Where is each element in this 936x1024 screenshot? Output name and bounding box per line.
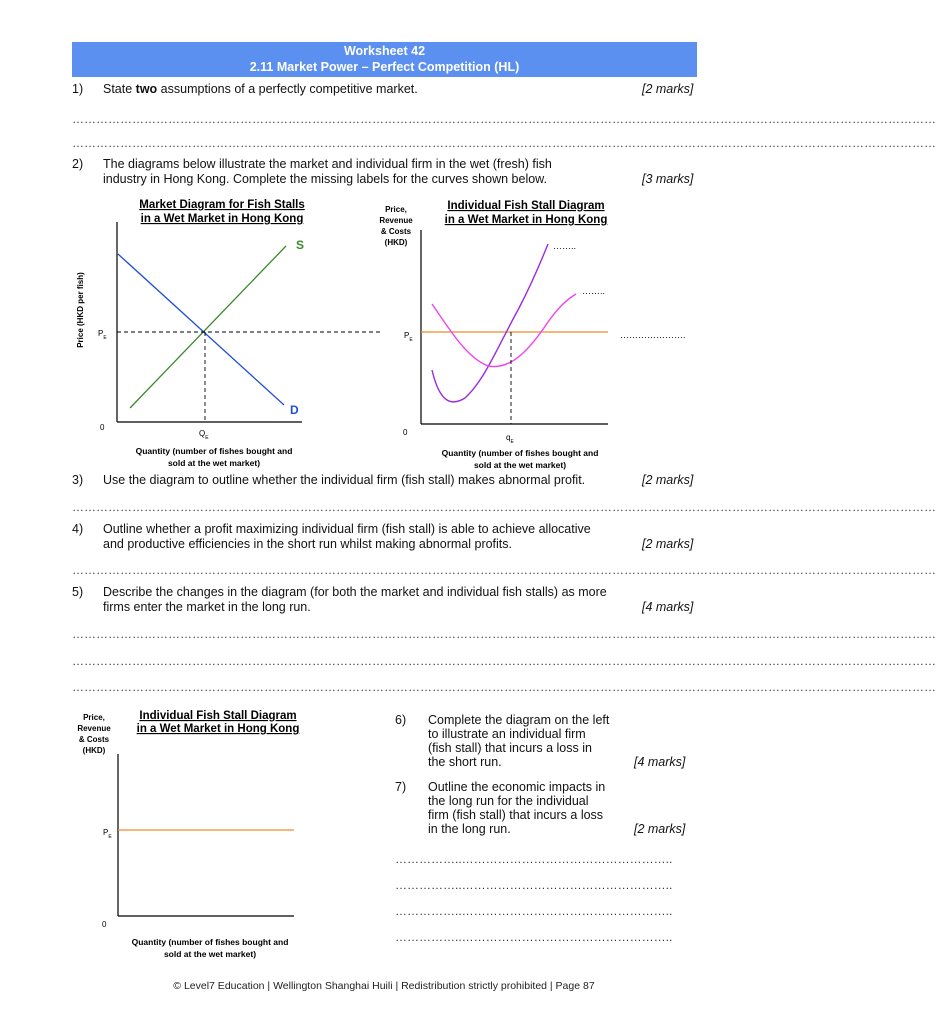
q5-line-2: firms enter the market in the long run. (103, 600, 311, 614)
firm-origin-label: 0 (403, 428, 408, 437)
blank-x-label-2: sold at the wet market) (163, 949, 257, 959)
firm-mc-label[interactable]: …….. (553, 241, 577, 251)
q6-line: to illustrate an individual firm (428, 727, 586, 741)
q6-text (428, 713, 616, 769)
q2-number: 2) (72, 157, 84, 171)
market-diagram-y-label: Price (HKD per fish) (76, 272, 85, 348)
q3-text: Use the diagram to outline whether the individual firm (fish stall) makes abnormal profit. (103, 473, 586, 487)
market-origin-label: 0 (100, 423, 105, 432)
q7-line: Outline the economic impacts in (428, 780, 606, 794)
worksheet-title: Worksheet 42 (343, 44, 426, 58)
q3-marks: [2 marks] (642, 473, 694, 487)
demand-curve (118, 254, 284, 405)
blank-y-label-2: Revenue (77, 724, 111, 733)
q7-answer-line-2[interactable]: ……………..…………………………………………….. (395, 878, 673, 892)
q4-line-2: and productive efficiencies in the short run whilst making abnormal profits. (103, 537, 513, 551)
q7-number: 7) (395, 780, 407, 794)
worksheet-header (72, 42, 697, 77)
market-x-label-2: sold at the wet market) (167, 458, 261, 468)
blank-diagram-title-1: Individual Fish Stall Diagram (139, 710, 297, 722)
q5-answer-line-1[interactable]: ……………………………………………………………………………………………………………………………………………………………………………………………… (72, 627, 936, 641)
demand-label: D (290, 403, 299, 417)
q5-number: 5) (72, 585, 84, 599)
q6-marks: [4 marks] (634, 755, 686, 769)
q1-number: 1) (72, 82, 84, 96)
market-diagram (72, 192, 392, 472)
q7-text (428, 780, 616, 836)
firm-qe-label: $q_E$ (506, 433, 514, 445)
blank-x-label-1: Quantity (number of fishes bought and (131, 937, 289, 947)
firm-y-label-1: Price, (385, 205, 407, 214)
q4-marks: [2 marks] (642, 537, 694, 551)
q5-answer-line-3[interactable]: ……………………………………………………………………………………………………………………………………………………………………………………………… (72, 680, 936, 694)
q1-answer-line-2[interactable]: ……………………………………………………………………………………………………………………………………………………………………………………………… (72, 136, 936, 150)
q1-text (103, 82, 418, 97)
q3-number: 3) (72, 473, 84, 487)
firm-mc-curve (432, 244, 548, 402)
firm-x-label-1: Quantity (number of fishes bought and (441, 448, 599, 458)
q6-line: (fish stall) that incurs a loss in (428, 741, 592, 755)
q7-line: in the long run. (428, 822, 511, 836)
q5-answer-line-2[interactable]: ……………………………………………………………………………………………………………………………………………………………………………………………… (72, 654, 936, 668)
supply-label: S (296, 238, 305, 252)
blank-firm-diagram[interactable] (72, 704, 372, 964)
q5-line-1: Describe the changes in the diagram (for both the market and individual fish stalls) as more (103, 585, 607, 599)
q1-marks: [2 marks] (642, 82, 694, 96)
q4-number: 4) (72, 522, 84, 536)
blank-y-label-3: & Costs (78, 735, 110, 744)
q7-line: the long run for the individual (428, 794, 589, 808)
q2-line-1: The diagrams below illustrate the market and individual firm in the wet (fresh) fish (103, 157, 552, 171)
blank-pe-label: $P_E$ (103, 828, 112, 840)
firm-diagram-title-2: in a Wet Market in Hong Kong (444, 214, 608, 226)
q1-answer-line-1[interactable]: ……………………………………………………………………………………………………………………………………………………………………………………………… (72, 112, 936, 126)
firm-pe-label: $P_E$ (404, 331, 413, 343)
market-diagram-title-2: in a Wet Market in Hong Kong (140, 213, 304, 225)
firm-diagram (370, 192, 700, 472)
blank-origin-label: 0 (102, 920, 107, 929)
q7-marks: [2 marks] (634, 822, 686, 836)
q7-answer-line-3[interactable]: ……………..…………………………………………….. (395, 904, 673, 918)
q1-text-pre: State (103, 82, 136, 96)
page-footer: © Level7 Education | Wellington Shanghai Huili | Redistribution strictly prohibited | Page 87 (173, 980, 595, 992)
q4-answer-line[interactable]: ……………………………………………………………………………………………………………………………………………………………………………………………… (72, 563, 936, 577)
q2-line-2: industry in Hong Kong. Complete the missing labels for the curves shown below. (103, 172, 547, 186)
market-x-label-1: Quantity (number of fishes bought and (135, 446, 293, 456)
q5-marks: [4 marks] (642, 600, 694, 614)
blank-diagram-title-2: in a Wet Market in Hong Kong (136, 723, 300, 735)
market-pe-label: $P_E$ (98, 329, 107, 341)
q2-marks: [3 marks] (642, 172, 694, 186)
firm-price-label[interactable]: …………………. (620, 330, 686, 340)
firm-ac-label[interactable]: …….. (582, 286, 606, 296)
firm-diagram-title-1: Individual Fish Stall Diagram (447, 200, 605, 212)
q6-number: 6) (395, 713, 407, 727)
market-qe-label: $Q_E$ (199, 429, 209, 441)
q6-line: Complete the diagram on the left (428, 713, 610, 727)
q3-answer-line[interactable]: ……………………………………………………………………………………………………………………………………………………………………………………………… (72, 500, 936, 514)
q4-line-1: Outline whether a profit maximizing individual firm (fish stall) is able to achieve allocative (103, 522, 591, 536)
firm-ac-curve (432, 294, 576, 367)
q1-text-bold: two (135, 82, 158, 96)
q6-line: the short run. (428, 755, 502, 769)
firm-y-label-4: (HKD) (384, 238, 408, 247)
firm-x-label-2: sold at the wet market) (473, 460, 567, 470)
market-diagram-title-1: Market Diagram for Fish Stalls (139, 199, 305, 211)
blank-y-label-1: Price, (83, 713, 105, 722)
q7-answer-line-4[interactable]: ……………..…………………………………………….. (395, 930, 673, 944)
q7-line: firm (fish stall) that incurs a loss (428, 808, 604, 822)
q1-text-post: assumptions of a perfectly competitive market. (157, 82, 418, 96)
firm-y-label-2: Revenue (379, 216, 413, 225)
q7-answer-line-1[interactable]: ……………..…………………………………………….. (395, 852, 673, 866)
supply-curve (130, 246, 286, 408)
firm-y-label-3: & Costs (380, 227, 412, 236)
blank-y-label-4: (HKD) (82, 746, 106, 755)
worksheet-subtitle: 2.11 Market Power – Perfect Competition (HL) (249, 60, 520, 74)
